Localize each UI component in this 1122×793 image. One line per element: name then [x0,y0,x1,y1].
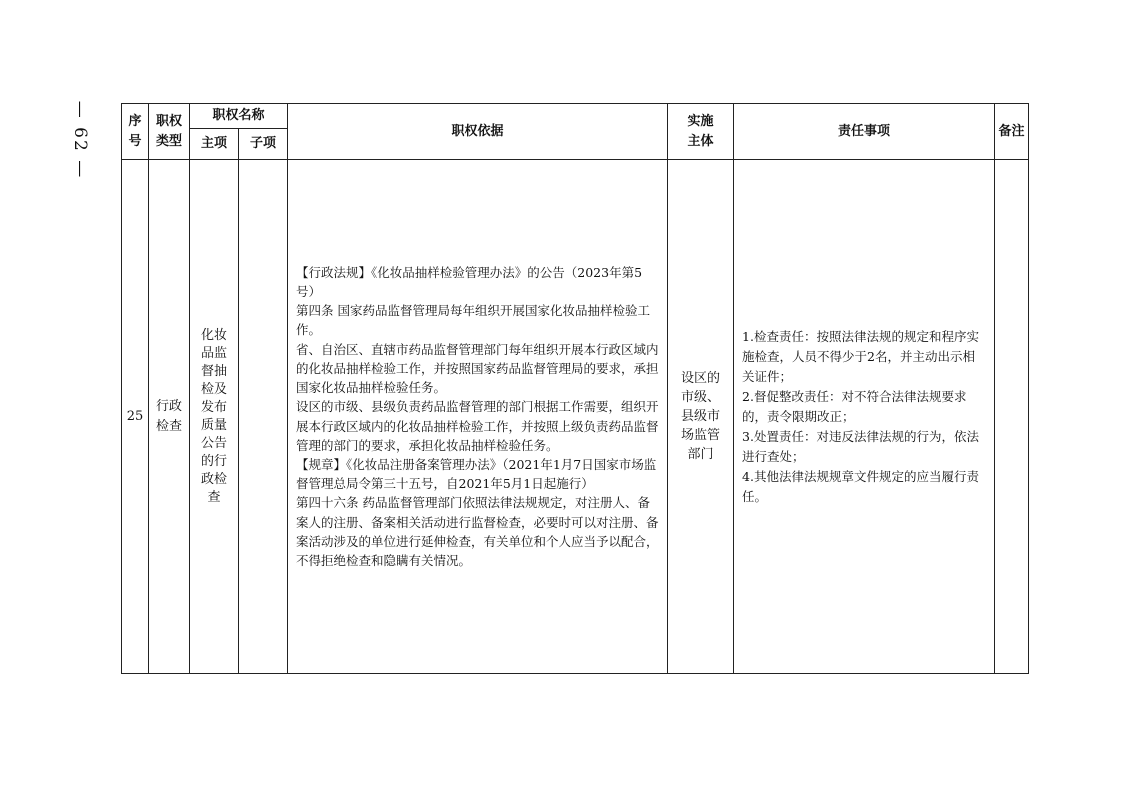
basis-paragraph: 设区的市级、县级负责药品监督管理的部门根据工作需要，组织开展本行政区域内的化妆品抽样检验工作，并按照上级负责药品监督管理的部门的要求，承担化妆品抽样检验任务。 [296,399,659,453]
cell-remarks [995,160,1029,674]
page-number [60,100,100,180]
header-body: 实施主体 [668,104,734,160]
cell-main-item: 化妆品监督抽检及发布质量公告的行政检查 [190,160,239,674]
header-duties: 责任事项 [734,104,995,160]
cell-body: 设区的市级、县级市场监管部门 [668,160,734,674]
header-seq: 序号 [122,104,149,160]
header-row-top [122,104,1029,129]
header-sub-item: 子项 [239,129,288,160]
header-basis: 职权依据 [288,104,668,160]
duty-item: 3.处置责任：对违反法律法规的行为，依法进行查处； [742,428,979,464]
duty-table [121,103,1029,674]
header-type: 职权类型 [149,104,190,160]
page-number-text: — 62 — [70,100,91,180]
header-remarks: 备注 [995,104,1029,160]
header-main-item: 主项 [190,129,239,160]
basis-paragraph: 【行政法规】《化妆品抽样检验管理办法》的公告（2023年第5号） [296,264,643,300]
basis-paragraph: 第四十六条 药品监督管理部门依照法律法规规定，对注册人、备案人的注册、备案相关活动进行监督检查，必要时可以对注册、备案活动涉及的单位进行延伸检查，有关单位和个人应当予以配合，不得拒绝检查和隐瞒有关情况。 [296,495,659,568]
header-power-name: 职权名称 [190,104,288,129]
cell-duties [734,160,995,674]
cell-sub-item [239,160,288,674]
basis-paragraph: 【规章】《化妆品注册备案管理办法》（2021年1月7日国家市场监督管理总局令第三十五号，自2021年5月1日起施行） [296,456,657,492]
basis-paragraph: 省、自治区、直辖市药品监督管理部门每年组织开展本行政区域内的化妆品抽样检验工作，并按照国家药品监督管理局的要求，承担国家化妆品抽样检验任务。 [296,341,659,396]
duty-item: 1.检查责任：按照法律法规的规定和程序实施检查，人员不得少于2名，并主动出示相关证件； [742,328,979,384]
basis-paragraph: 第四条 国家药品监督管理局每年组织开展国家化妆品抽样检验工作。 [296,303,650,338]
cell-type: 行政检查 [149,160,190,674]
duty-item: 2.督促整改责任：对不符合法律法规要求的，责令限期改正； [742,388,967,424]
duty-item: 4.其他法律法规规章文件规定的应当履行责任。 [742,468,979,504]
cell-basis [288,160,668,674]
table-row [122,160,1029,674]
cell-seq: 25 [122,160,149,674]
